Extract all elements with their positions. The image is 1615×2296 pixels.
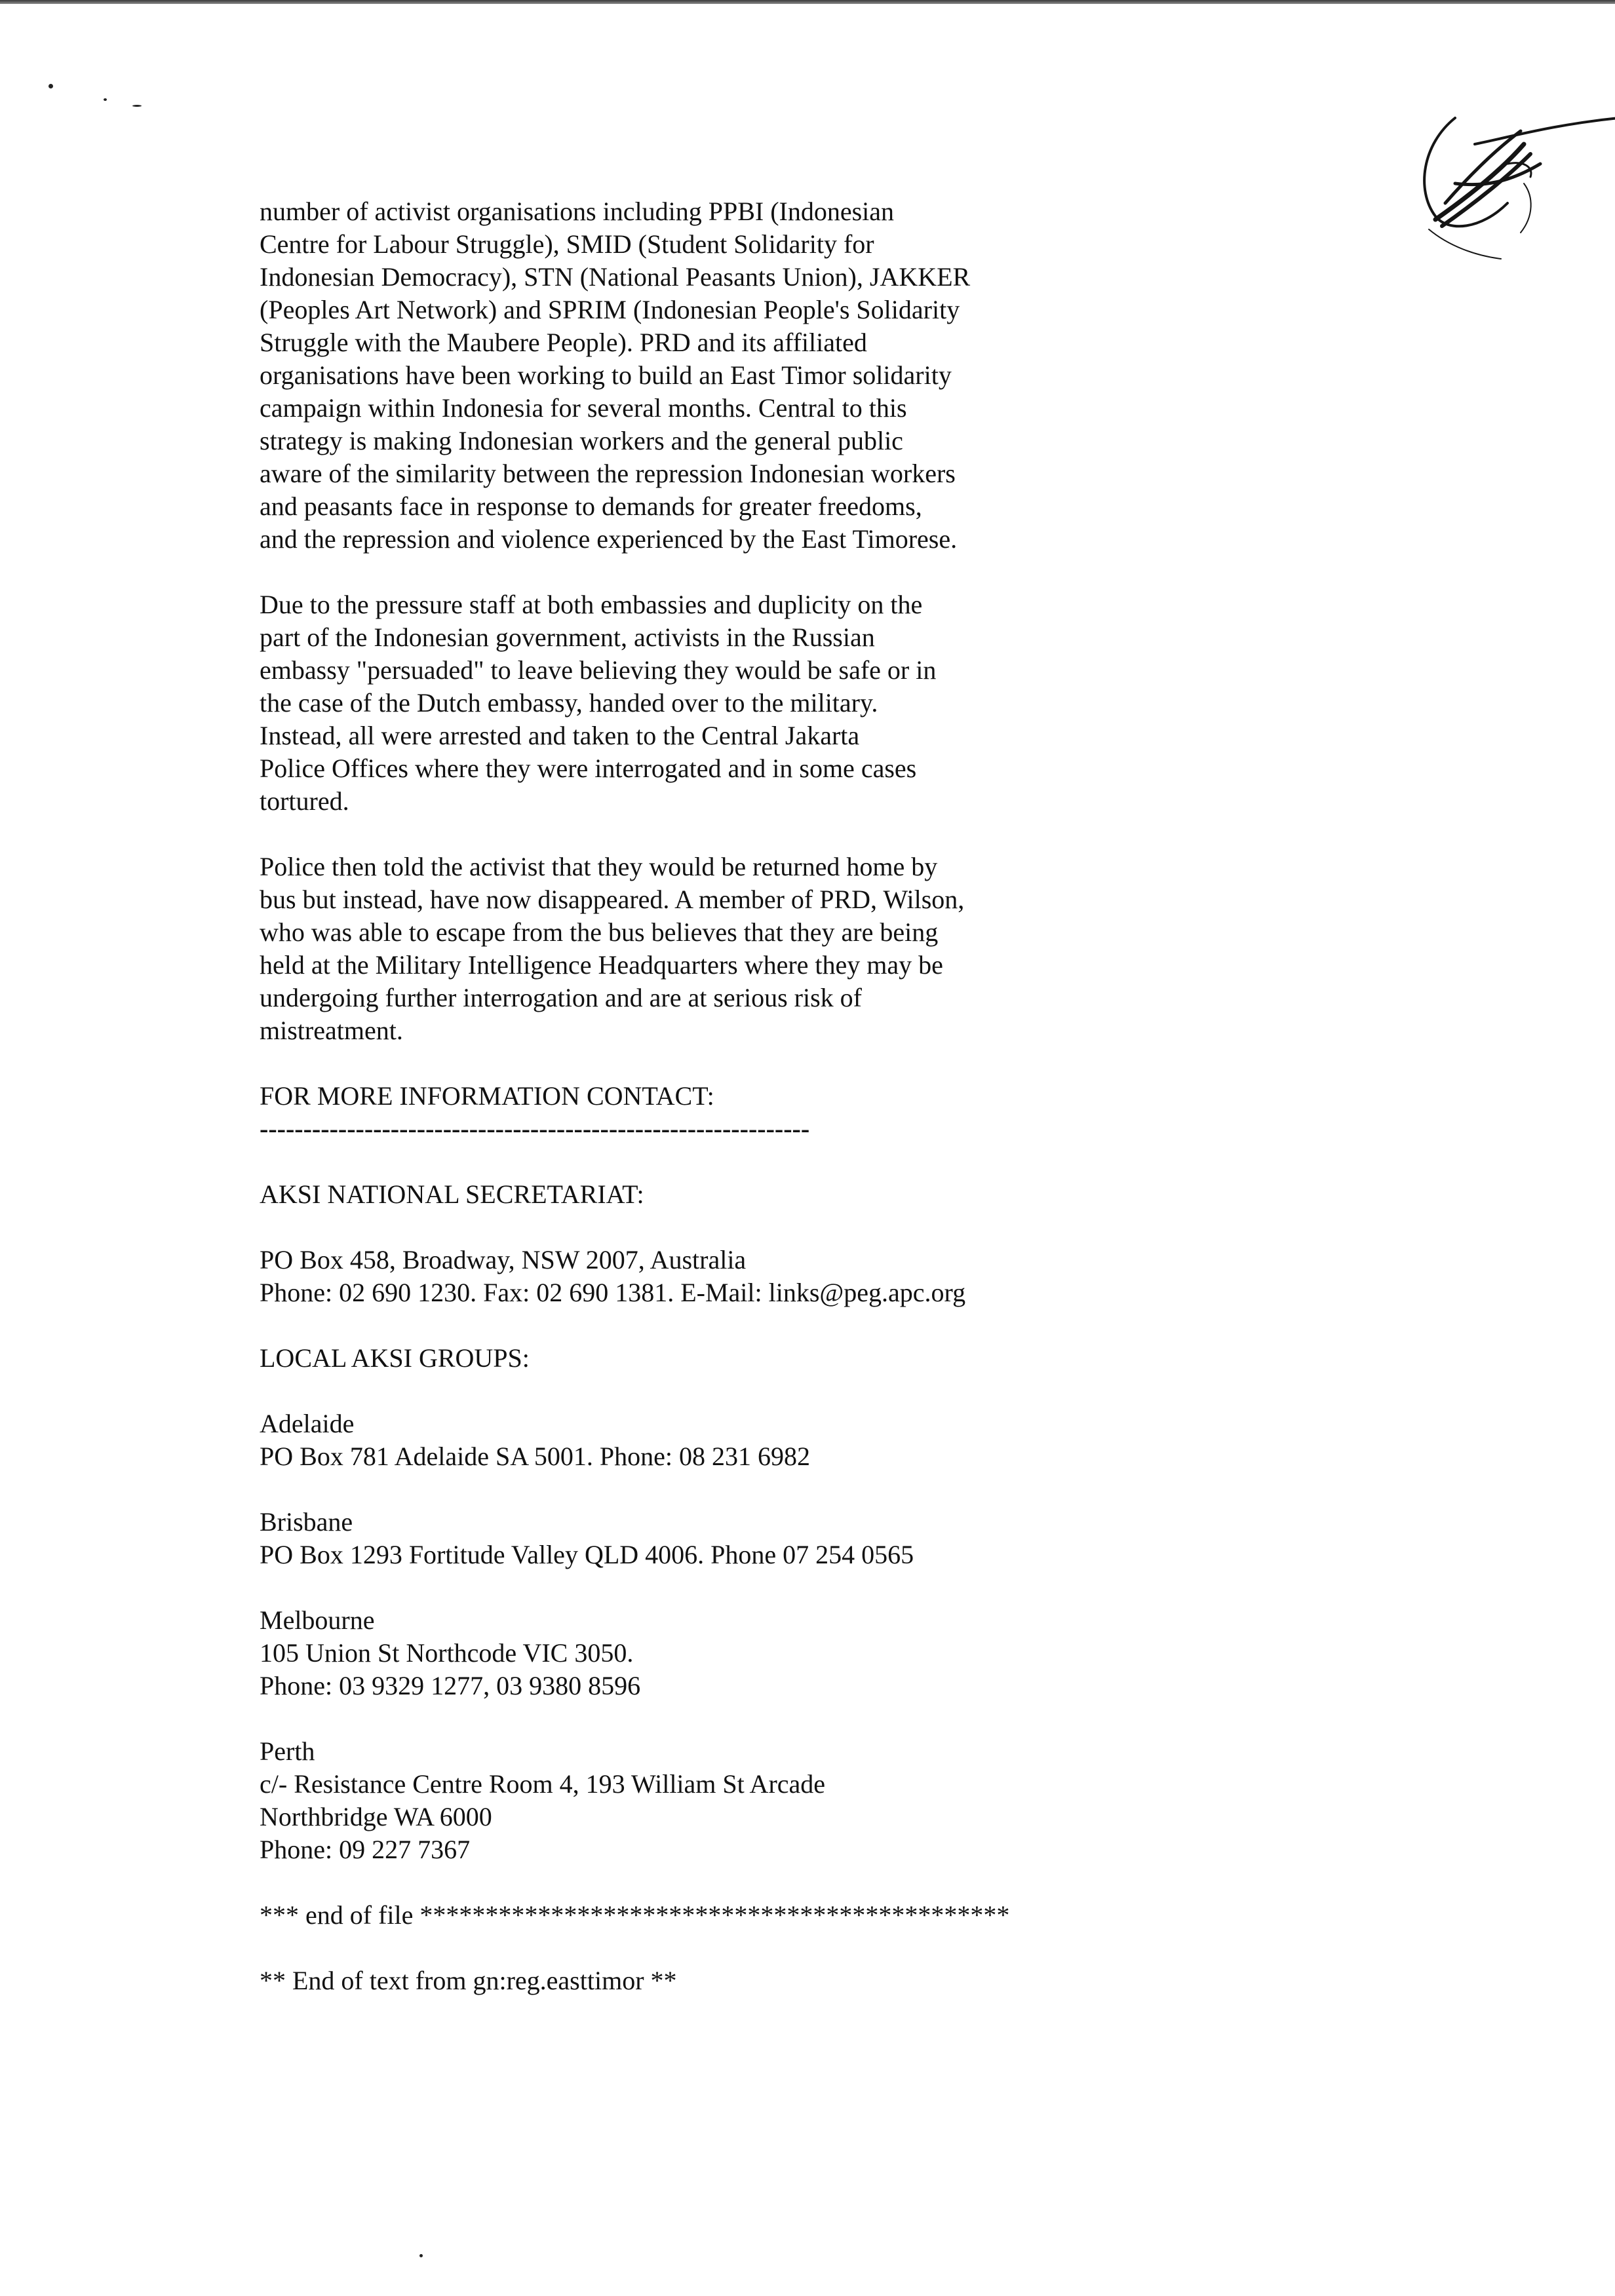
text-line: bus but instead, have now disappeared. A member of PRD, Wilson, bbox=[260, 885, 965, 914]
text-line: the case of the Dutch embassy, handed over to the military. bbox=[260, 688, 878, 718]
end-of-file-marker: *** end of file ********************************************* bbox=[260, 1900, 1010, 1930]
scan-speck bbox=[49, 84, 53, 88]
secretariat-phone: Phone: 02 690 1230. Fax: 02 690 1381. E-Mail: links@peg.apc.org bbox=[260, 1278, 966, 1307]
text-line: strategy is making Indonesian workers and the general public bbox=[260, 426, 903, 455]
text-line: and the repression and violence experienced by the East Timorese. bbox=[260, 524, 958, 554]
group-perth bbox=[260, 1735, 1374, 1866]
secretariat-heading: AKSI NATIONAL SECRETARIAT: bbox=[260, 1179, 644, 1209]
text-line: part of the Indonesian government, activists in the Russian bbox=[260, 622, 875, 652]
text-line: Police then told the activist that they would be returned home by bbox=[260, 852, 938, 881]
group-brisbane bbox=[260, 1506, 1374, 1571]
group-line: Phone: 09 227 7367 bbox=[260, 1835, 471, 1864]
end-of-text-marker: ** End of text from gn:reg.easttimor ** bbox=[260, 1966, 677, 1995]
contact-divider: --------------------------------------------------------------- bbox=[260, 1114, 810, 1143]
text-line: and peasants face in response to demands for greater freedoms, bbox=[260, 491, 922, 521]
scan-speck bbox=[104, 98, 107, 101]
text-line: Centre for Labour Struggle), SMID (Student Solidarity for bbox=[260, 229, 874, 259]
text-line: Struggle with the Maubere People). PRD and its affiliated bbox=[260, 328, 867, 357]
text-line: embassy "persuaded" to leave believing they would be safe or in bbox=[260, 655, 937, 685]
text-line: aware of the similarity between the repression Indonesian workers bbox=[260, 459, 956, 488]
document-body bbox=[260, 195, 1374, 2030]
scan-top-edge bbox=[0, 0, 1615, 4]
group-line: c/- Resistance Centre Room 4, 193 William St Arcade bbox=[260, 1769, 826, 1799]
group-line: Northbridge WA 6000 bbox=[260, 1802, 492, 1831]
group-line: PO Box 781 Adelaide SA 5001. Phone: 08 231 6982 bbox=[260, 1442, 811, 1471]
text-line: Police Offices where they were interrogated and in some cases bbox=[260, 754, 917, 783]
text-line: (Peoples Art Network) and SPRIM (Indonesian People's Solidarity bbox=[260, 295, 960, 324]
text-line: campaign within Indonesia for several months. Central to this bbox=[260, 393, 907, 423]
paragraph bbox=[260, 851, 1374, 1047]
local-groups-heading: LOCAL AKSI GROUPS: bbox=[260, 1343, 530, 1373]
handwritten-signature bbox=[1409, 105, 1615, 269]
group-line: Phone: 03 9329 1277, 03 9380 8596 bbox=[260, 1671, 641, 1700]
text-line: Indonesian Democracy), STN (National Peasants Union), JAKKER bbox=[260, 262, 971, 292]
group-line: PO Box 1293 Fortitude Valley QLD 4006. Phone 07 254 0565 bbox=[260, 1540, 914, 1569]
contact-heading: FOR MORE INFORMATION CONTACT: bbox=[260, 1081, 714, 1111]
group-city: Brisbane bbox=[260, 1507, 353, 1537]
text-line: organisations have been working to build an East Timor solidarity bbox=[260, 360, 952, 390]
secretariat-address: PO Box 458, Broadway, NSW 2007, Australia bbox=[260, 1245, 747, 1274]
text-line: number of activist organisations including PPBI (Indonesian bbox=[260, 197, 895, 226]
text-line: Instead, all were arrested and taken to the Central Jakarta bbox=[260, 721, 860, 750]
text-line: who was able to escape from the bus believes that they are being bbox=[260, 917, 939, 947]
scan-speck bbox=[419, 2254, 423, 2257]
group-city: Melbourne bbox=[260, 1605, 375, 1635]
secretariat-block bbox=[260, 1244, 1374, 1309]
group-adelaide bbox=[260, 1407, 1374, 1473]
paragraph bbox=[260, 588, 1374, 818]
scan-speck bbox=[132, 105, 142, 107]
paragraph bbox=[260, 195, 1374, 556]
text-line: Due to the pressure staff at both embassies and duplicity on the bbox=[260, 590, 923, 619]
group-melbourne bbox=[260, 1604, 1374, 1702]
group-line: 105 Union St Northcode VIC 3050. bbox=[260, 1638, 634, 1668]
text-line: held at the Military Intelligence Headquarters where they may be bbox=[260, 950, 943, 980]
group-city: Perth bbox=[260, 1736, 315, 1766]
text-line: tortured. bbox=[260, 786, 349, 816]
text-line: mistreatment. bbox=[260, 1016, 403, 1045]
text-line: undergoing further interrogation and are at serious risk of bbox=[260, 983, 862, 1012]
group-city: Adelaide bbox=[260, 1409, 355, 1438]
